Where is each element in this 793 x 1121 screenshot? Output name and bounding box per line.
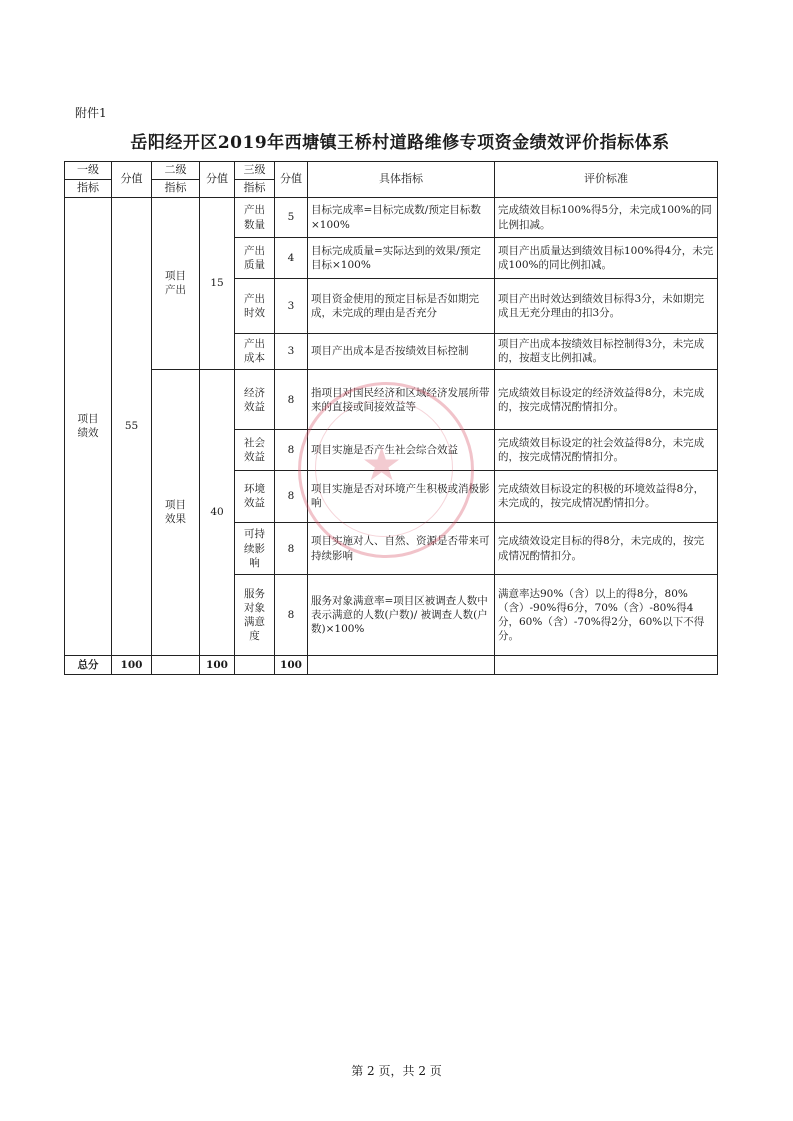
standard-text: 项目产出质量达到绩效目标100%得4分，未完成100%的同比例扣减。 xyxy=(495,238,718,279)
level3-name: 产出 质量 xyxy=(235,238,275,279)
standard-text: 完成绩效目标设定的经济效益得8分，未完成的，按完成情况酌情扣分。 xyxy=(495,369,718,429)
standard-text: 完成绩效设定目标的得8分，未完成的，按完成情况酌情扣分。 xyxy=(495,522,718,574)
level2-score: 40 xyxy=(200,369,235,655)
total-label: 总分 xyxy=(65,655,112,674)
indicator-text: 项目资金使用的预定目标是否如期完成，未完成的理由是否充分 xyxy=(308,279,495,333)
level3-name: 产出 数量 xyxy=(235,197,275,237)
level2-name: 项目 效果 xyxy=(152,369,200,655)
header-level3-bottom: 指标 xyxy=(235,179,275,197)
level3-score: 8 xyxy=(275,470,308,522)
level3-name: 可持 续影 响 xyxy=(235,522,275,574)
standard-text: 完成绩效目标100%得5分，未完成100%的同比例扣减。 xyxy=(495,197,718,237)
standard-text: 项目产出成本按绩效目标控制得3分，未完成的，按超支比例扣减。 xyxy=(495,333,718,369)
indicator-table xyxy=(64,161,718,675)
header-level1-top: 一级 xyxy=(65,162,112,180)
indicator-text: 指项目对国民经济和区域经济发展所带来的直接或间接效益等 xyxy=(308,369,495,429)
table-row xyxy=(65,369,718,429)
header-indicator: 具体指标 xyxy=(308,162,495,198)
table-row xyxy=(65,197,718,237)
level1-score: 55 xyxy=(112,197,152,655)
level3-name: 服务 对象 满意 度 xyxy=(235,575,275,656)
indicator-text: 项目实施对人、自然、资源是否带来可持续影响 xyxy=(308,522,495,574)
level3-name: 社会 效益 xyxy=(235,430,275,470)
indicator-text: 项目实施是否产生社会综合效益 xyxy=(308,430,495,470)
header-level2-top: 二级 xyxy=(152,162,200,180)
level3-score: 8 xyxy=(275,575,308,656)
level3-score: 4 xyxy=(275,238,308,279)
total-score2: 100 xyxy=(200,655,235,674)
level3-name: 经济 效益 xyxy=(235,369,275,429)
standard-text: 项目产出时效达到绩效目标得3分，未如期完成且无充分理由的扣3分。 xyxy=(495,279,718,333)
indicator-text: 目标完成率=目标完成数/预定目标数×100% xyxy=(308,197,495,237)
attachment-label: 附件1 xyxy=(75,106,107,120)
header-level3-top: 三级 xyxy=(235,162,275,180)
total-score3: 100 xyxy=(275,655,308,674)
header-level1-bottom: 指标 xyxy=(65,179,112,197)
header-level2-bottom: 指标 xyxy=(152,179,200,197)
level3-name: 环境 效益 xyxy=(235,470,275,522)
indicator-text: 目标完成质量=实际达到的效果/预定目标×100% xyxy=(308,238,495,279)
empty-cell xyxy=(308,655,495,674)
level2-score: 15 xyxy=(200,197,235,369)
indicator-text: 项目实施是否对环境产生积极或消极影响 xyxy=(308,470,495,522)
standard-text: 完成绩效目标设定的积极的环境效益得8分，未完成的，按完成情况酌情扣分。 xyxy=(495,470,718,522)
level2-name: 项目 产出 xyxy=(152,197,200,369)
level3-name: 产出 时效 xyxy=(235,279,275,333)
level3-score: 8 xyxy=(275,369,308,429)
indicator-text: 服务对象满意率=项目区被调查人数中表示满意的人数(户数)/ 被调查人数(户数)×100% xyxy=(308,575,495,656)
total-score1: 100 xyxy=(112,655,152,674)
level3-score: 3 xyxy=(275,333,308,369)
standard-text: 完成绩效目标设定的社会效益得8分，未完成的，按完成情况酌情扣分。 xyxy=(495,430,718,470)
empty-cell xyxy=(495,655,718,674)
header-score1: 分值 xyxy=(112,162,152,198)
header-standard: 评价标准 xyxy=(495,162,718,198)
level3-score: 8 xyxy=(275,430,308,470)
seal-star-icon: ★ xyxy=(361,437,403,491)
level3-score: 3 xyxy=(275,279,308,333)
level1-name: 项目 绩效 xyxy=(65,197,112,655)
document-title: 岳阳经开区2019年西塘镇王桥村道路维修专项资金绩效评价指标体系 xyxy=(130,133,670,153)
header-score2: 分值 xyxy=(200,162,235,198)
level3-score: 8 xyxy=(275,522,308,574)
indicator-text: 项目产出成本是否按绩效目标控制 xyxy=(308,333,495,369)
header-score3: 分值 xyxy=(275,162,308,198)
level3-name: 产出 成本 xyxy=(235,333,275,369)
total-row xyxy=(65,655,718,674)
empty-cell xyxy=(235,655,275,674)
level3-score: 5 xyxy=(275,197,308,237)
page-footer: 第 2 页，共 2 页 xyxy=(351,1064,442,1078)
header-row-top xyxy=(65,162,718,180)
standard-text: 满意率达90%（含）以上的得8分，80%（含）-90%得6分，70%（含）-80%得4分，60%（含）-70%得2分，60%以下不得分。 xyxy=(495,575,718,656)
empty-cell xyxy=(152,655,200,674)
